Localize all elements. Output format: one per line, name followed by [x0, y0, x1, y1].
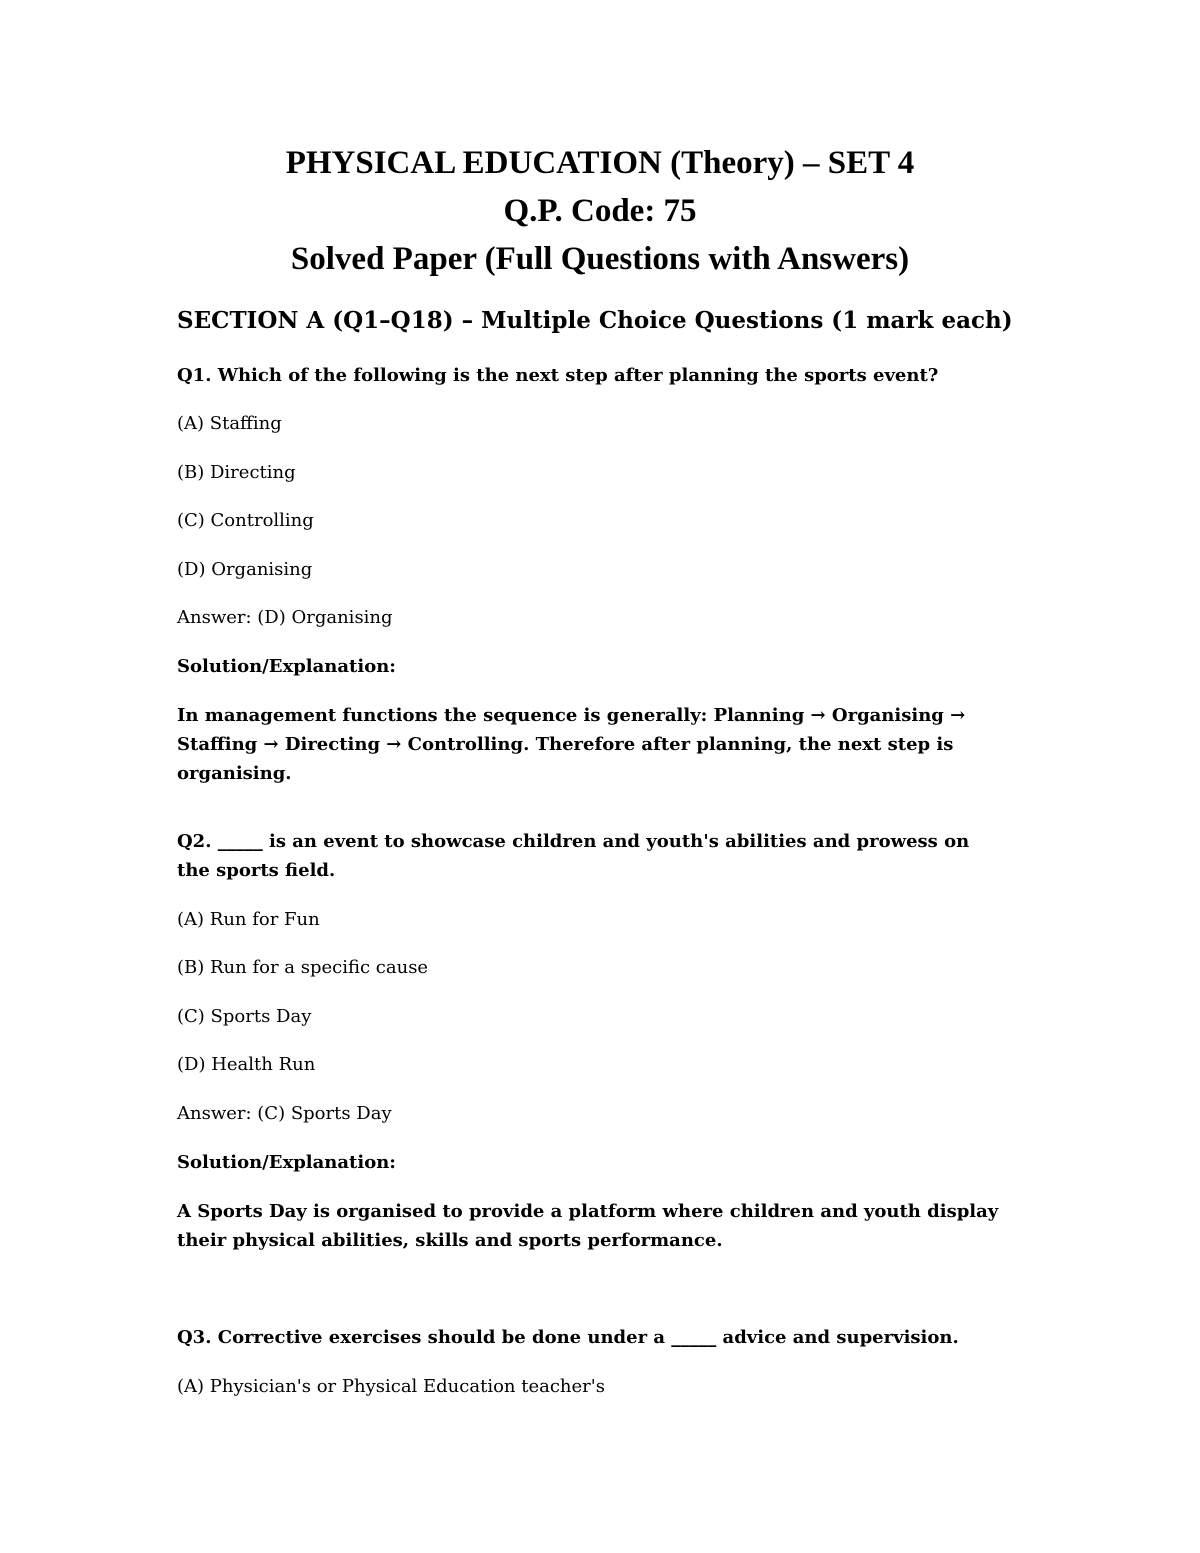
q2-explanation: A Sports Day is organised to provide a platform where children and youth display their physical abilities, skills and sports performance. — [177, 1201, 999, 1251]
document-title — [0, 139, 1200, 283]
q1-option-b: (B) Directing — [177, 462, 296, 483]
q1-option-d: (D) Organising — [177, 559, 313, 580]
q1-answer: Answer: (D) Organising — [177, 607, 393, 628]
q1-explanation: In management functions the sequence is generally: Planning → Organising → Staffing → Directing → Controlling. Therefore after planning, the next step is organising. — [177, 705, 966, 784]
title-line-subject: PHYSICAL EDUCATION (Theory) – SET 4 — [285, 145, 915, 181]
q2-option-a: (A) Run for Fun — [177, 909, 320, 930]
q2-question: Q2. _____ is an event to showcase children and youth's abilities and prowess on the sports field. — [177, 831, 970, 881]
title-line-code: Q.P. Code: 75 — [503, 193, 697, 229]
q1-solution-label: Solution/Explanation: — [177, 656, 396, 677]
q2-option-b: (B) Run for a specific cause — [177, 957, 429, 978]
q1-option-a: (A) Staffing — [177, 413, 282, 434]
title-line-description: Solved Paper (Full Questions with Answers) — [290, 241, 910, 277]
q2-option-c: (C) Sports Day — [177, 1006, 312, 1027]
section-a-heading: SECTION A (Q1–Q18) – Multiple Choice Questions (1 mark each) — [177, 307, 1013, 334]
q2-option-d: (D) Health Run — [177, 1054, 316, 1075]
q2-solution-label: Solution/Explanation: — [177, 1152, 396, 1173]
q3-option-a: (A) Physician's or Physical Education teacher's — [177, 1376, 605, 1397]
q1-question: Q1. Which of the following is the next step after planning the sports event? — [177, 365, 939, 386]
q3-question: Q3. Corrective exercises should be done under a _____ advice and supervision. — [177, 1327, 959, 1348]
q1-option-c: (C) Controlling — [177, 510, 314, 531]
q2-answer: Answer: (C) Sports Day — [177, 1103, 392, 1124]
